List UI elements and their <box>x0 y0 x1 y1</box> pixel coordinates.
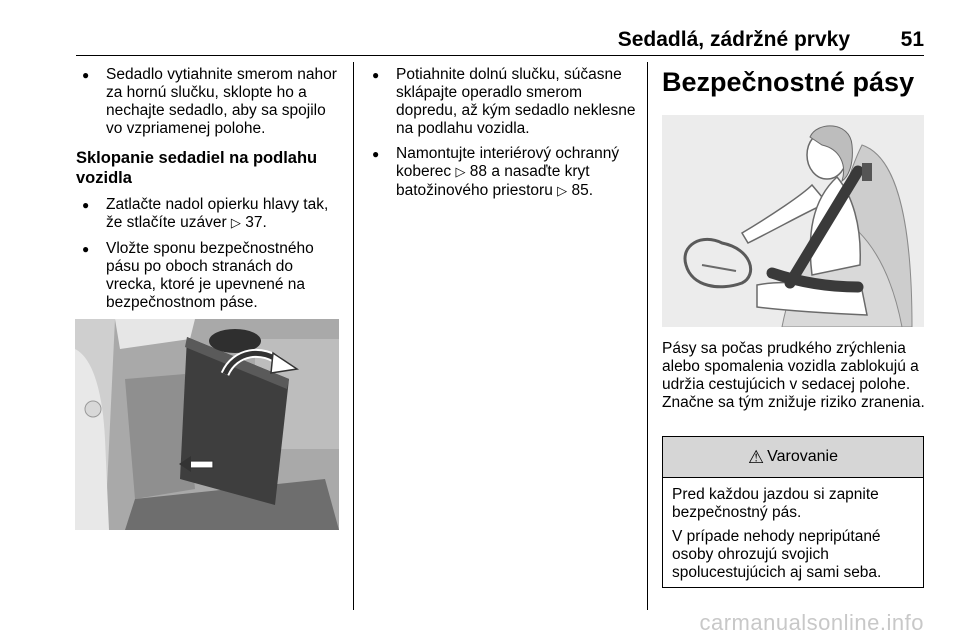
warning-triangle-icon: ⚠ <box>748 446 765 468</box>
page-reference: 37. <box>245 214 267 231</box>
list-item-text: 88 a nasaďte kryt batožinového priestoru <box>396 163 590 199</box>
cross-reference-arrow-icon: ▷ <box>557 184 568 199</box>
list-item: ● Vložte sponu bezpečnostného pásu po oboch stranách do vrecka, ktoré je upevnené na bezpečnostnom páse. <box>76 240 342 312</box>
page-reference: 85. <box>571 182 594 199</box>
column-3-text <box>662 340 930 412</box>
list-item: ● Potiahnite dolnú slučku, súčasne sklápajte operadlo smerom dopredu, až kým sedadlo neklesne na podlahu vozidla. <box>366 66 638 138</box>
running-header-title: Sedadlá, zádržné prvky <box>617 28 850 51</box>
list-item <box>366 145 638 201</box>
column-divider <box>647 62 648 610</box>
list-item: ● Sedadlo vytiahnite smerom nahor za hornú slučku, sklopte ho a nechajte sedadlo, aby sa spojilo vo vzpriamenej polohe. <box>76 66 342 138</box>
column-2 <box>366 66 638 208</box>
watermark: carmanualsonline.info <box>699 610 924 635</box>
column-1 <box>76 66 342 319</box>
page-number: 51 <box>900 28 924 51</box>
seat-belt-illustration <box>662 115 924 327</box>
list-item <box>76 196 342 233</box>
warning-box <box>662 436 924 588</box>
cross-reference-arrow-icon: ▷ <box>230 216 241 231</box>
list-item-text: Namontujte interiérový ochranný koberec <box>396 145 620 180</box>
warning-paragraph: Pred každou jazdou si zapnite bezpečnostný pás. <box>672 486 879 521</box>
warning-body <box>663 478 923 596</box>
warning-header <box>663 437 923 478</box>
section-title: Bezpečnostné pásy <box>662 67 915 97</box>
body-paragraph: Pásy sa počas prudkého zrýchlenia alebo spomalenia vozidla zablokujú a udržia cestujúcich v sedacej polohe. Značne sa tým znižuje riziko zranenia. <box>662 340 925 411</box>
seat-folding-illustration <box>75 319 339 530</box>
column-divider <box>353 62 354 610</box>
header-rule <box>76 55 924 56</box>
warning-paragraph: V prípade nehody nepripútané osoby ohrozujú svojich spolucestujúcich aj sami seba. <box>672 528 882 581</box>
warning-label: Varovanie <box>767 448 838 465</box>
column-3 <box>662 64 930 98</box>
cross-reference-arrow-icon: ▷ <box>455 165 466 180</box>
section-subheading: Sklopanie sedadiel na podlahu vozidla <box>76 149 318 187</box>
list-item-text: Zatlačte nadol opierku hlavy tak, že stlačíte uzáver <box>106 196 329 231</box>
